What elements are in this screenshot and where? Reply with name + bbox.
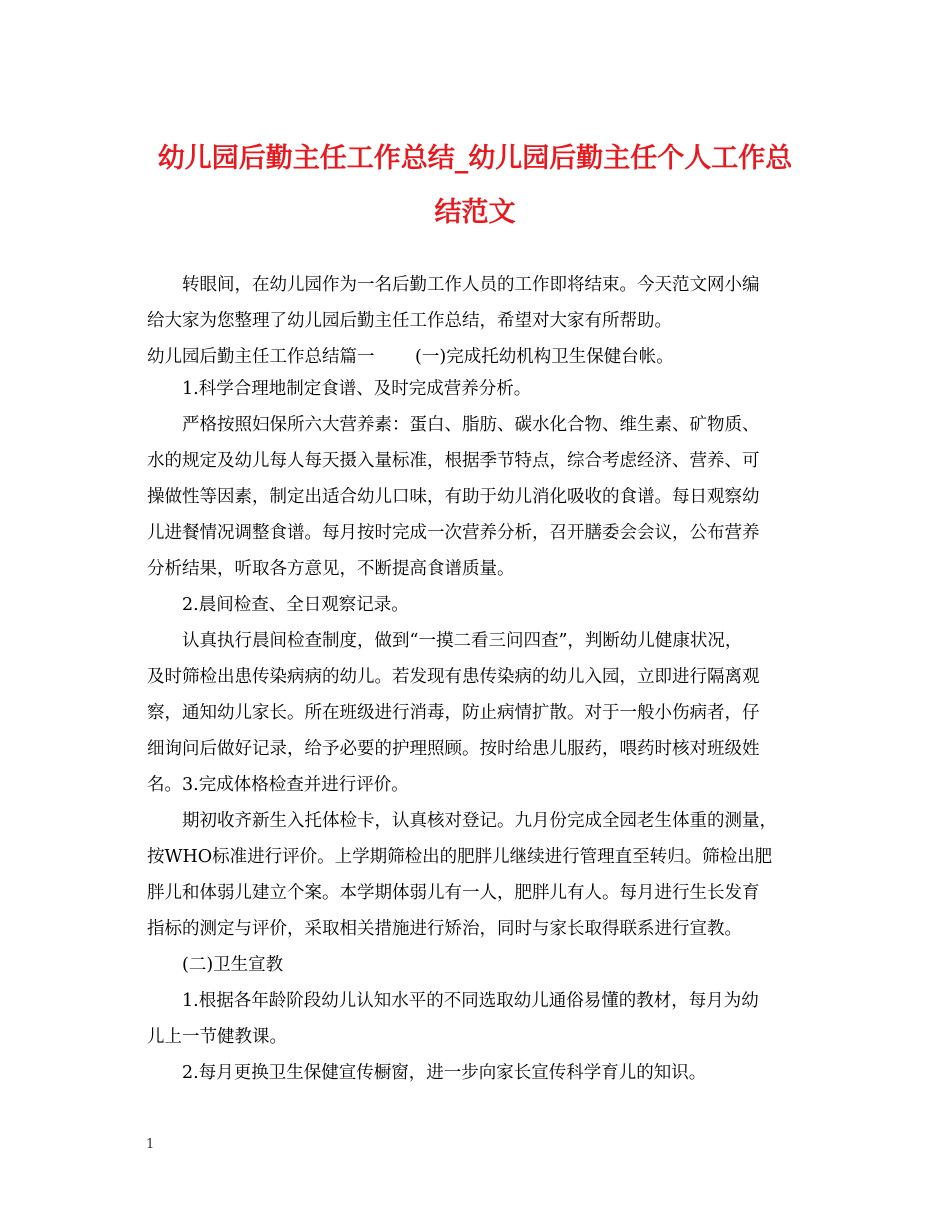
paragraph-line: 名。3.完成体格检查并进行评价。 [147, 775, 409, 795]
paragraph-line: 察，通知幼儿家长。所在班级进行消毒，防止病情扩散。对于一般小伤病者，仔 [147, 703, 760, 723]
paragraph-line: 及时筛检出患传染病病的幼儿。若发现有患传染病的幼儿入园，立即进行隔离观 [147, 667, 760, 687]
section-heading: (二)卫生宣教 [182, 955, 284, 975]
paragraph-line: 操做性等因素，制定出适合幼儿口味，有助于幼儿消化吸收的食谱。每日观察幼 [147, 487, 760, 507]
paragraph-line: 转眼间，在幼儿园作为一名后勤工作人员的工作即将结束。今天范文网小编 [182, 275, 760, 295]
paragraph-line: 幼儿园后勤主任工作总结篇一 (一)完成托幼机构卫生保健台帐。 [147, 347, 674, 367]
paragraph-line: 1.科学合理地制定食谱、及时完成营养分析。 [182, 379, 532, 399]
document-title-line-2: 结范文 [434, 197, 516, 228]
paragraph-line: 儿进餐情况调整食谱。每月按时完成一次营养分析，召开膳委会会议，公布营养 [147, 523, 760, 543]
paragraph-line: 细询问后做好记录，给予必要的护理照顾。按时给患儿服药，喂药时核对班级姓 [147, 739, 760, 759]
document-title-line-1: 幼儿园后勤主任工作总结_幼儿园后勤主任个人工作总 [157, 143, 793, 174]
paragraph-line: 儿上一节健教课。 [147, 1027, 287, 1047]
paragraph-line: 分析结果，听取各方意见，不断提高食谱质量。 [147, 559, 515, 579]
paragraph-line: 认真执行晨间检查制度，做到“一摸二看三问四查”，判断幼儿健康状况， [182, 631, 743, 651]
paragraph-line: 水的规定及幼儿每人每天摄入量标准，根据季节特点，综合考虑经济、营养、可 [147, 451, 760, 471]
paragraph-line: 2.晨间检查、全日观察记录。 [182, 595, 409, 615]
paragraph-line: 指标的测定与评价，采取相关措施进行矫治，同时与家长取得联系进行宣教。 [147, 919, 742, 939]
paragraph-line: 按WHO标准进行评价。上学期筛检出的肥胖儿继续进行管理直至转归。筛检出肥 [147, 847, 773, 867]
paragraph-line: 严格按照妇保所六大营养素：蛋白、脂肪、碳水化合物、维生素、矿物质、 [182, 415, 760, 435]
paragraph-line: 1.根据各年龄阶段幼儿认知水平的不同选取幼儿通俗易懂的教材，每月为幼 [182, 991, 759, 1011]
paragraph-line: 给大家为您整理了幼儿园后勤主任工作总结，希望对大家有所帮助。 [147, 311, 672, 331]
paragraph-line: 2.每月更换卫生保健宣传橱窗，进一步向家长宣传科学育儿的知识。 [182, 1063, 707, 1083]
paragraph-line: 胖儿和体弱儿建立个案。本学期体弱儿有一人，肥胖儿有人。每月进行生长发育 [147, 883, 760, 903]
page-number: 1 [146, 1137, 155, 1152]
paragraph-line: 期初收齐新生入托体检卡，认真核对登记。九月份完成全园老生体重的测量， [182, 811, 777, 831]
